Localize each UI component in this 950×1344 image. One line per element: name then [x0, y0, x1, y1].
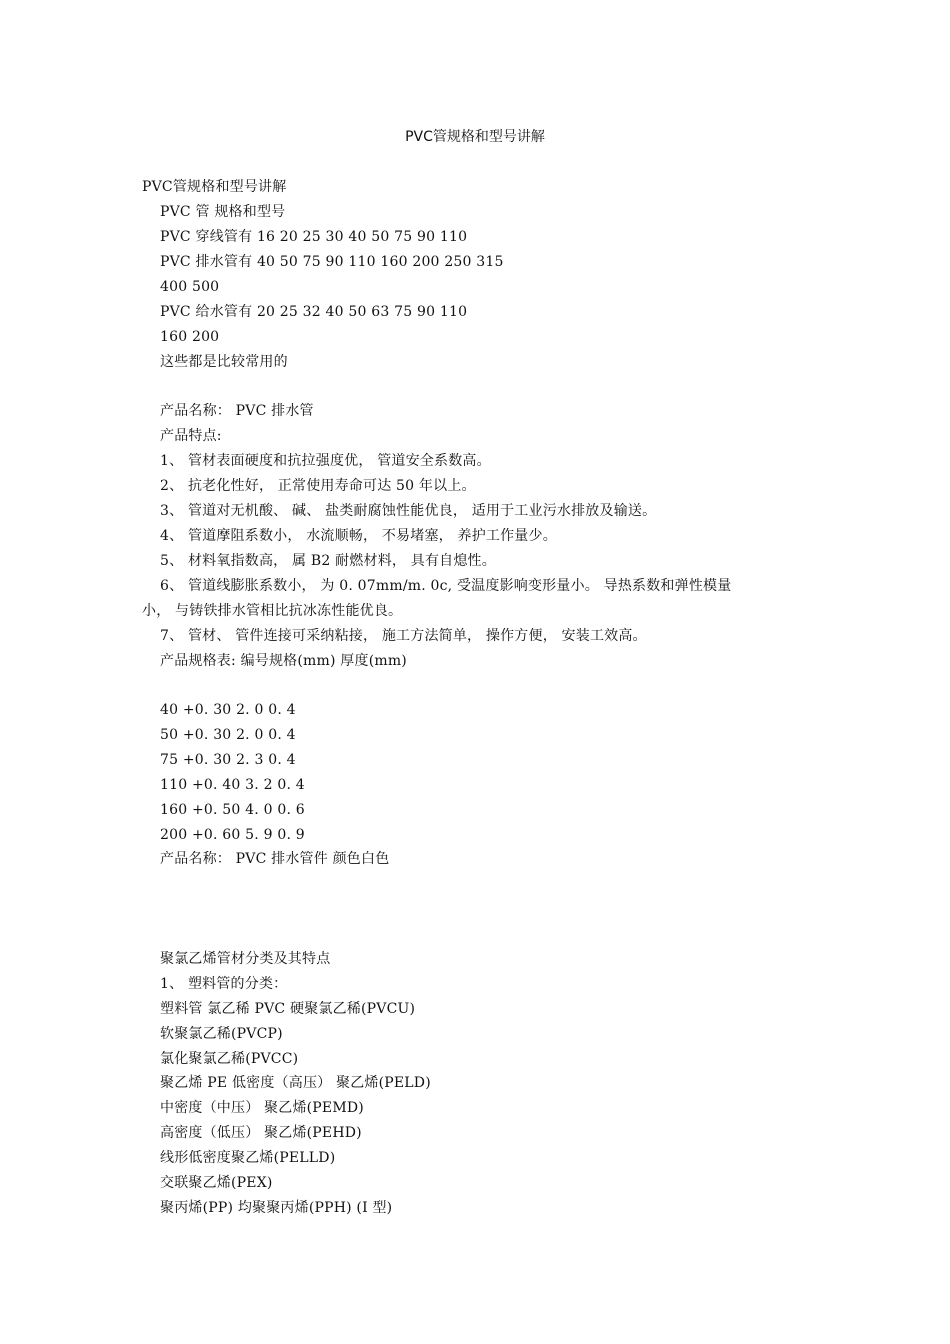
spec-row: 75 +0. 30 2. 3 0. 4 [160, 752, 296, 768]
spec-row: 200 +0. 60 5. 9 0. 9 [160, 827, 305, 843]
text-line: 塑料管 氯乙稀 PVC 硬聚氯乙稀(PVCU) [160, 1001, 416, 1017]
feature-item-continuation: 小， 与铸铁排水管相比抗冰冻性能优良。 [142, 603, 403, 619]
page-title: PVC管规格和型号讲解 [405, 129, 545, 145]
text-line: PVC 管 规格和型号 [160, 204, 286, 220]
text-line: PVC管规格和型号讲解 [142, 179, 287, 195]
spec-row: 160 +0. 50 4. 0 0. 6 [160, 802, 305, 818]
feature-item: 5、 材料氧指数高， 属 B2 耐燃材料， 具有自熄性。 [160, 553, 496, 569]
text-line: 产品名称： PVC 排水管件 颜色白色 [160, 851, 390, 867]
feature-item: 1、 管材表面硬度和抗拉强度优， 管道安全系数高。 [160, 453, 491, 469]
feature-item: 2、 抗老化性好， 正常使用寿命可达 50 年以上。 [160, 478, 476, 494]
text-line: 聚乙烯 PE 低密度（高压） 聚乙烯(PELD) [160, 1075, 431, 1091]
text-line: 氯化聚氯乙稀(PVCC) [160, 1051, 299, 1067]
text-line: 400 500 [160, 279, 220, 295]
text-line: 这些都是比较常用的 [160, 354, 288, 370]
spec-row: 50 +0. 30 2. 0 0. 4 [160, 727, 296, 743]
text-line: 160 200 [160, 329, 220, 345]
text-line: 产品名称： PVC 排水管 [160, 403, 314, 419]
text-line: PVC 给水管有 20 25 32 40 50 63 75 90 110 [160, 304, 468, 320]
text-line: 产品特点: [160, 428, 222, 444]
feature-item: 6、 管道线膨胀系数小， 为 0. 07mm/m. 0c, 受温度影响变形量小。 导热系数和弹性模量 [160, 578, 732, 594]
text-line: 聚丙烯(PP) 均聚聚丙烯(PPH) (I 型) [160, 1200, 393, 1216]
text-line: 交联聚乙烯(PEX) [160, 1175, 273, 1191]
feature-item: 7、 管材、 管件连接可采纳粘接， 施工方法简单， 操作方便， 安装工效高。 [160, 628, 647, 644]
text-line: 软聚氯乙稀(PVCP) [160, 1026, 283, 1042]
spec-row: 110 +0. 40 3. 2 0. 4 [160, 777, 305, 793]
text-line: PVC 穿线管有 16 20 25 30 40 50 75 90 110 [160, 229, 468, 245]
text-line: 1、 塑料管的分类： [160, 976, 288, 992]
text-line: 线形低密度聚乙烯(PELLD) [160, 1150, 336, 1166]
text-line: 中密度（中压） 聚乙烯(PEMD) [160, 1100, 364, 1116]
text-line: 高密度（低压） 聚乙烯(PEHD) [160, 1125, 362, 1141]
spec-table-header: 产品规格表: 编号规格(mm) 厚度(mm) [160, 653, 407, 669]
section-heading: 聚氯乙烯管材分类及其特点 [160, 951, 331, 967]
feature-item: 4、 管道摩阻系数小， 水流顺畅， 不易堵塞， 养护工作量少。 [160, 528, 557, 544]
spec-row: 40 +0. 30 2. 0 0. 4 [160, 702, 296, 718]
feature-item: 3、 管道对无机酸、 碱、 盐类耐腐蚀性能优良， 适用于工业污水排放及输送。 [160, 503, 657, 519]
text-line: PVC 排水管有 40 50 75 90 110 160 200 250 315 [160, 254, 504, 270]
